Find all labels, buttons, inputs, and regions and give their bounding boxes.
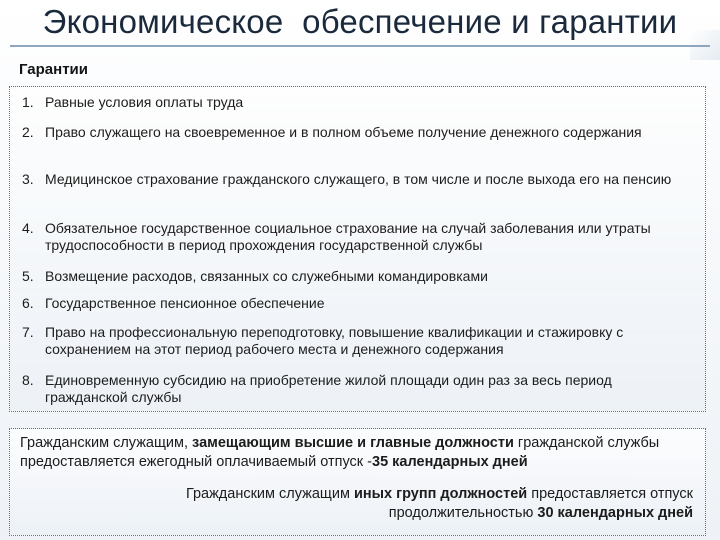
note-text: Гражданским служащим (185, 486, 354, 502)
note-emphasis: замещающим высшие и главные должности (192, 435, 514, 451)
item-number: 2. (22, 124, 34, 140)
guarantees-list (9, 86, 706, 412)
title-underline (10, 45, 710, 47)
note-text: гражданской службы предоставляется ежегодный оплачиваемый отпуск - (20, 435, 660, 470)
note-emphasis: иных групп должностей (353, 486, 528, 502)
section-heading: Гарантии (19, 61, 89, 78)
list-item (22, 124, 692, 141)
note-emphasis: 30 календарных дней (537, 505, 693, 521)
list-item (22, 268, 692, 285)
vacation-note-senior (20, 434, 692, 472)
note-text: Гражданским служащим, (20, 435, 193, 451)
item-text: Государственное пенсионное обеспечение (45, 295, 325, 311)
title-bar (0, 0, 720, 46)
item-number: 6. (22, 295, 34, 311)
item-number: 7. (22, 324, 34, 340)
item-text: Обязательное государственное социальное страхование на случай заболевания или утраты трудоспособности в период прохождения государственной службы (45, 220, 651, 253)
list-item (22, 372, 692, 406)
vacation-note-other (93, 485, 693, 523)
list-item (22, 295, 692, 312)
item-number: 3. (22, 171, 34, 187)
vacation-note-box (9, 428, 706, 536)
item-text: Медицинское страхование гражданского служащего, в том числе и после выхода его на пенсию (45, 171, 672, 187)
item-text: Единовременную субсидию на приобретение жилой площади один раз за весь период гражданской службы (45, 372, 612, 405)
slide-title: Экономическое обеспечение и гарантии (42, 3, 678, 40)
item-text: Право на профессиональную переподготовку, повышение квалификации и стажировку с сохранением на этот период рабочего места и денежного содержания (45, 324, 624, 357)
item-text: Право служащего на своевременное и в полном объеме получение денежного содержания (45, 124, 642, 140)
list-item (22, 94, 692, 111)
item-number: 5. (22, 268, 34, 284)
list-item (22, 324, 692, 358)
item-text: Возмещение расходов, связанных со служебными командировками (45, 268, 488, 284)
item-number: 8. (22, 372, 34, 388)
item-number: 4. (22, 220, 34, 236)
note-text: предоставляется отпуск продолжительностью (388, 486, 693, 521)
list-item (22, 171, 692, 188)
note-emphasis: 35 календарных дней (372, 454, 528, 470)
list-item (22, 220, 692, 254)
item-text: Равные условия оплаты труда (45, 94, 244, 110)
item-number: 1. (22, 94, 34, 110)
